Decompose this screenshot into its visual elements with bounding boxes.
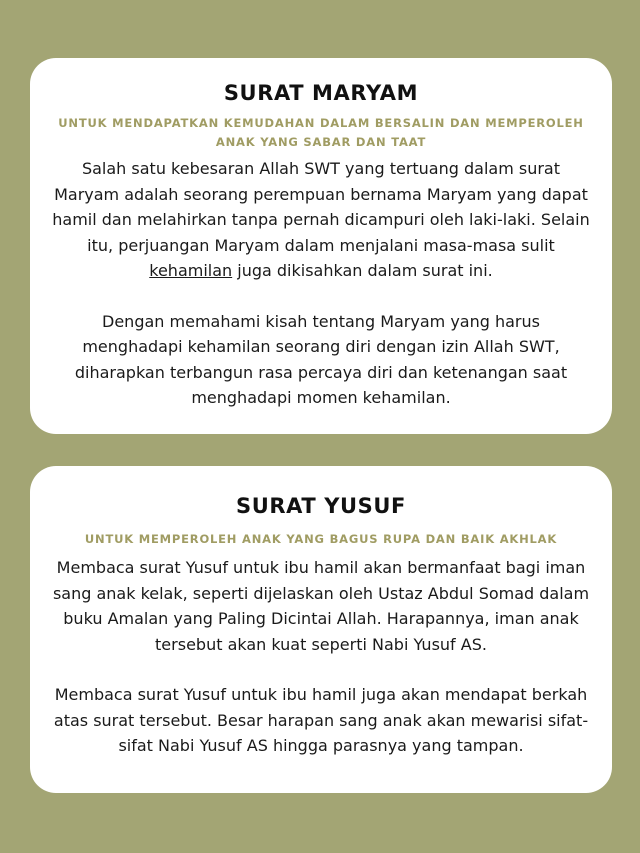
surat-maryam-card [30, 58, 612, 434]
surat-yusuf-card [30, 466, 612, 793]
section-title: SURAT MARYAM [223, 81, 419, 105]
paragraph-text: juga dikisahkan dalam surat ini. [232, 261, 493, 280]
section-subtitle: UNTUK MEMPEROLEH ANAK YANG BAGUS RUPA DAN BAIK AKHLAK [84, 532, 558, 546]
section-paragraph: Membaca surat Yusuf untuk ibu hamil akan bermanfaat bagi iman sang anak kelak, seperti dijelaskan oleh Ustaz Abdul Somad dalam buku Amalan yang Paling Dicintai Allah. Harapannya, iman anak tersebut akan kuat seperti Nabi Yusuf AS. [52, 558, 590, 654]
section-paragraph: Dengan memahami kisah tentang Maryam yang harus menghadapi kehamilan seorang diri dengan izin Allah SWT, diharapkan terbangun rasa percaya diri dan ketenangan saat menghadapi momen kehamilan. [74, 311, 568, 407]
kehamilan-link[interactable]: kehamilan [149, 261, 233, 280]
section-paragraph [51, 156, 591, 284]
section-title: SURAT YUSUF [236, 494, 406, 518]
section-paragraph: Membaca surat Yusuf untuk ibu hamil juga akan mendapat berkah atas surat tersebut. Besar harapan sang anak akan mewarisi sifat-sifat Nabi Yusuf AS hingga parasnya yang tampan. [53, 685, 589, 755]
paragraph-text: Salah satu kebesaran Allah SWT yang tertuang dalam surat Maryam adalah seorang perempuan bernama Maryam yang dapat hamil dan melahirkan tanpa pernah dicampuri oleh laki-laki. Selain itu, perjuangan Maryam dalam menjalani masa-masa sulit [52, 159, 590, 255]
section-subtitle: UNTUK MENDAPATKAN KEMUDAHAN DALAM BERSALIN DAN MEMPEROLEH ANAK YANG SABAR DAN TAAT [58, 116, 584, 149]
